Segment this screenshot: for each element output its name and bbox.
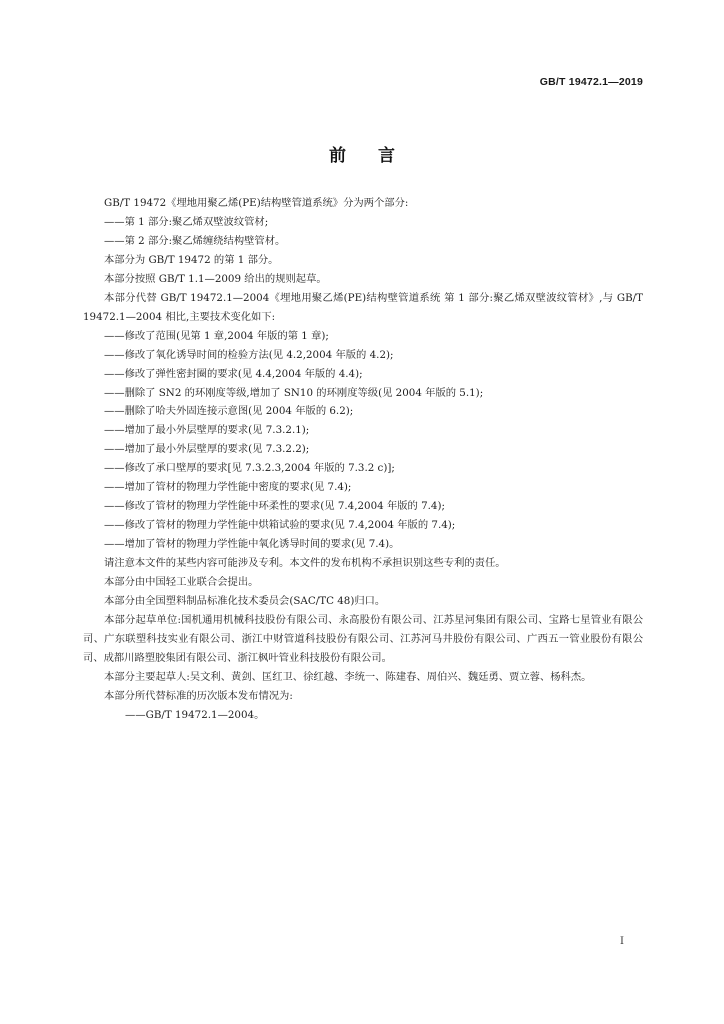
paragraph-patent-notice: 请注意本文件的某些内容可能涉及专利。本文件的发布机构不承担识别这些专利的责任。 [104, 557, 506, 570]
paragraph-intro: GB/T 19472《埋地用聚乙烯(PE)结构壁管道系统》分为两个部分: [104, 197, 409, 209]
foreword-body [83, 194, 643, 725]
history-item: ——GB/T 19472.1—2004。 [125, 708, 265, 721]
change-item: ——修改了管材的物理力学性能中烘箱试验的要求(见 7.4,2004 年版的 7.4); [104, 519, 456, 532]
change-item: ——删除了 SN2 的环刚度等级,增加了 SN10 的环刚度等级(见 2004 年版的 5.1); [104, 386, 484, 399]
paragraph-history: 本部分所代替标准的历次版本发布情况为: [104, 689, 293, 702]
paragraph-proposer: 本部分由中国轻工业联合会提出。 [104, 576, 259, 589]
change-item: ——修改了氧化诱导时间的检验方法(见 4.2,2004 年版的 4.2); [104, 348, 394, 361]
change-item: ——增加了管材的物理力学性能中密度的要求(见 7.4); [104, 481, 352, 494]
change-item: ——修改了范围(见第 1 章,2004 年版的第 1 章); [104, 329, 329, 342]
change-item: ——增加了最小外层壁厚的要求(见 7.3.2.1); [104, 424, 310, 437]
paragraph-scope: 本部分为 GB/T 19472 的第 1 部分。 [104, 253, 279, 266]
page-number: I [620, 936, 624, 947]
change-item: ——修改了管材的物理力学性能中环柔性的要求(见 7.4,2004 年版的 7.4); [104, 500, 445, 513]
list-item-part-1: ——第 1 部分:聚乙烯双壁波纹管材; [104, 215, 269, 228]
change-item: ——增加了管材的物理力学性能中氧化诱导时间的要求(见 7.4)。 [104, 538, 400, 551]
paragraph-drafting-units: 本部分起草单位:国机通用机械科技股份有限公司、永高股份有限公司、江苏星河集团有限公司、宝路七星管业有限公司、广东联塑科技实业有限公司、浙江中财管道科技股份有限公司、江苏河马井股份有限公司、广西五一管业股份有限公司、成都川路塑胶集团有限公司、浙江枫叶管业科技股份有限公司。 [83, 613, 643, 664]
paragraph-replaces: 本部分代替 GB/T 19472.1—2004《埋地用聚乙烯(PE)结构壁管道系统 第 1 部分:聚乙烯双壁波纹管材》,与 GB/T 19472.1—2004 相比,主要技术变化如下: [83, 291, 643, 323]
paragraph-drafters: 本部分主要起草人:吴文利、黄剑、匡红卫、徐红越、李统一、陈建春、周伯兴、魏廷勇、贾立蓉、杨科杰。 [104, 670, 592, 683]
page-title: 前言 [329, 146, 427, 166]
change-item: ——修改了承口壁厚的要求[见 7.3.2.3,2004 年版的 7.3.2 c)]; [104, 462, 395, 475]
list-item-part-2: ——第 2 部分:聚乙烯缠绕结构壁管材。 [104, 234, 286, 247]
change-item: ——修改了弹性密封圈的要求(见 4.4,2004 年版的 4.4); [104, 367, 363, 380]
change-item: ——增加了最小外层壁厚的要求(见 7.3.2.2); [104, 443, 310, 456]
paragraph-drafting-rules: 本部分按照 GB/T 1.1—2009 给出的规则起草。 [104, 272, 327, 285]
standard-code: GB/T 19472.1—2019 [539, 76, 643, 88]
paragraph-committee: 本部分由全国塑料制品标准化技术委员会(SAC/TC 48)归口。 [104, 595, 386, 608]
change-item: ——删除了哈夫外固连接示意图(见 2004 年版的 6.2); [104, 405, 354, 418]
